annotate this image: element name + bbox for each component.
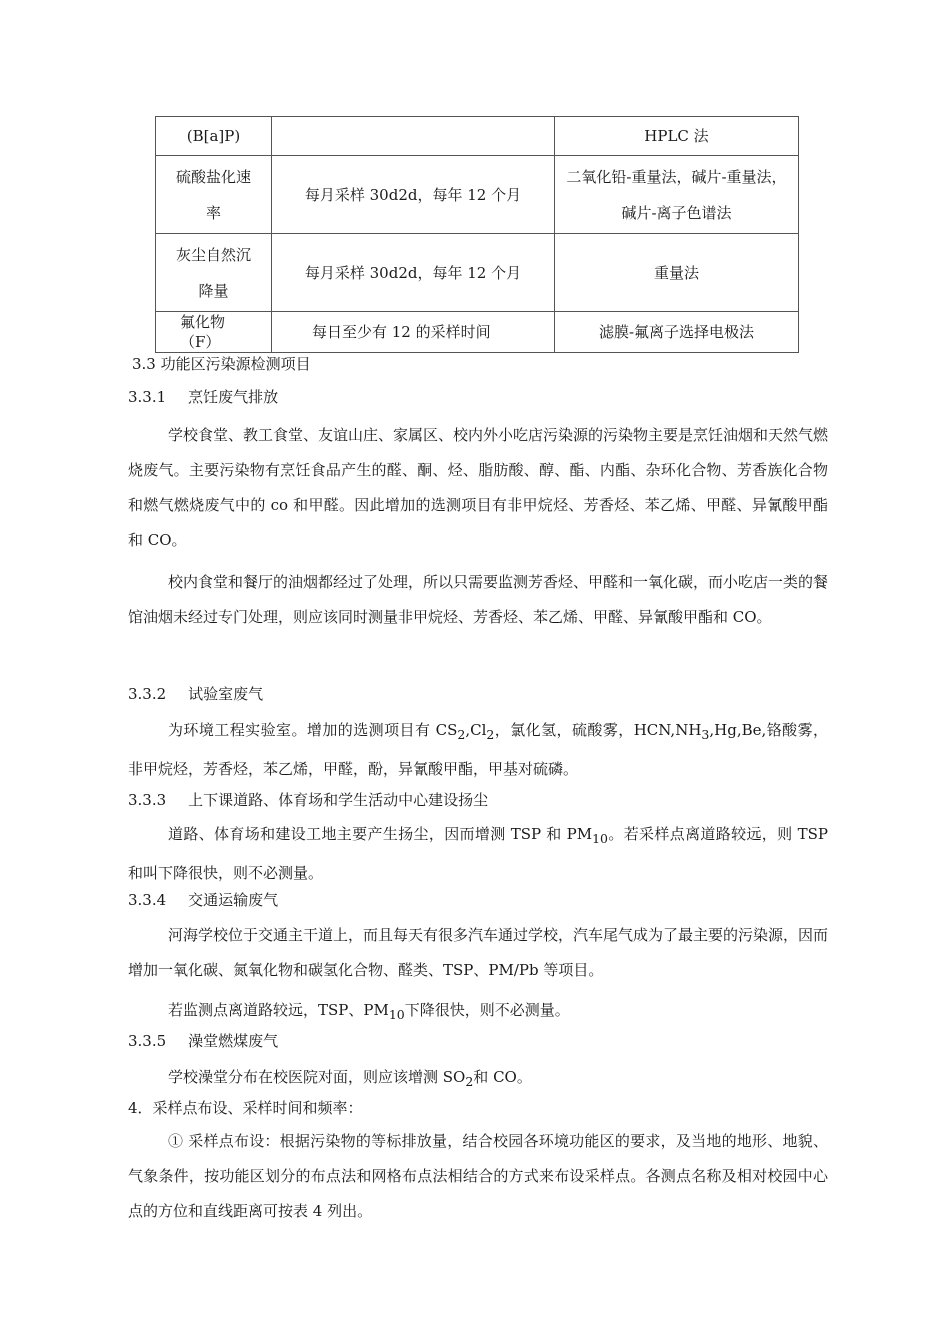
text-run: ,Hg,Be,铬酸雾，非甲烷烃，芳香烃，苯乙烯，甲醛，酚，异氰酸甲酯，甲基对硫磷。 [128, 721, 829, 778]
table-cell-item: 灰尘自然沉降量 [156, 234, 272, 312]
subsection-title: 烹饪废气排放 [188, 388, 279, 406]
subsection-heading [128, 789, 488, 810]
text-run: 若监测点离道路较远，TSP、PM [168, 1001, 389, 1019]
table-cell-item: 氟化物（F） [156, 312, 272, 353]
subsection-heading [128, 386, 278, 407]
subsection-title: 试验室废气 [188, 685, 264, 703]
table-cell-method: 重量法 [555, 234, 799, 312]
table-cell-method: HPLC 法 [555, 117, 799, 156]
subscript: 10 [388, 1007, 405, 1022]
table-cell-frequency: 每日至少有 12 的采样时间 [272, 312, 555, 353]
subsection-heading [128, 889, 278, 910]
subsection-heading [128, 1030, 278, 1051]
monitoring-table [155, 116, 799, 353]
text-run: 下降很快，则不必测量。 [404, 1001, 570, 1019]
table-row [156, 156, 799, 234]
subsection-number: 3.3.4 [128, 891, 167, 909]
table-cell-item: (B[a]P) [156, 117, 272, 156]
table-cell-item: 硫酸盐化速率 [156, 156, 272, 234]
paragraph [128, 1060, 828, 1099]
paragraph: 学校食堂、教工食堂、友谊山庄、家属区、校内外小吃店污染源的污染物主要是烹饪油烟和天然气燃烧废气。主要污染物有烹饪食品产生的醛、酮、烃、脂肪酸、醇、酯、内酯、杂环化合物、芳香族化合物和燃气燃烧废气中的 co 和甲醛。因此增加的选测项目有非甲烷烃、芳香烃、苯乙烯、甲醛、异氰酸甲酯和 CO。 [128, 426, 829, 549]
text-run: ，氯化氢，硫酸雾，HCN,NH [494, 721, 702, 739]
table-row [156, 234, 799, 312]
subsection-title: 澡堂燃煤废气 [188, 1032, 279, 1050]
section-heading: 4．采样点布设、采样时间和频率： [128, 1099, 363, 1117]
subsection-heading [128, 683, 263, 704]
subsection-number: 3.3.3 [128, 791, 167, 809]
table-row [156, 117, 799, 156]
paragraph [128, 993, 828, 1032]
table-cell-method: 二氧化铅-重量法，碱片-重量法，碱片-离子色谱法 [555, 156, 799, 234]
text-run: ,Cl [465, 721, 487, 739]
subsection-number: 3.3.2 [128, 685, 167, 703]
paragraph [128, 817, 828, 891]
table-cell-frequency [272, 117, 555, 156]
text-run: 道路、体育场和建设工地主要产生扬尘，因而增测 TSP 和 PM [168, 825, 593, 843]
subscript: 2 [486, 727, 495, 742]
subscript: 2 [465, 1074, 474, 1089]
subscript: 10 [592, 831, 609, 846]
subscript: 3 [701, 727, 710, 742]
paragraph: 河海学校位于交通主干道上，而且每天有很多汽车通过学校，汽车尾气成为了最主要的污染源，因而增加一氧化碳、氮氧化物和碳氢化合物、醛类、TSP、PM/Pb 等项目。 [128, 926, 829, 979]
paragraph: ① 采样点布设：根据污染物的等标排放量，结合校园各环境功能区的要求，及当地的地形、地貌、气象条件，按功能区划分的布点法和网格布点法相结合的方式来布设采样点。各测点名称及相对校园中心点的方位和直线距离可按表 4 列出。 [128, 1132, 828, 1220]
subsection-title: 上下课道路、体育场和学生活动中心建设扬尘 [188, 791, 489, 809]
subsection-title: 交通运输废气 [188, 891, 279, 909]
table-cell-method: 滤膜-氟离子选择电极法 [555, 312, 799, 353]
table-cell-frequency: 每月采样 30d2d，每年 12 个月 [272, 234, 555, 312]
table-row [156, 312, 799, 353]
subsection-number: 3.3.5 [128, 1032, 167, 1050]
paragraph [128, 713, 828, 787]
subscript: 2 [457, 727, 466, 742]
text-run: 和 CO。 [473, 1068, 532, 1086]
paragraph: 校内食堂和餐厅的油烟都经过了处理，所以只需要监测芳香烃、甲醛和一氧化碳，而小吃店一类的餐馆油烟未经过专门处理，则应该同时测量非甲烷烃、芳香烃、苯乙烯、甲醛、异氰酸甲酯和 CO。 [128, 573, 829, 626]
text-run: 学校澡堂分布在校医院对面，则应该增测 SO [168, 1068, 466, 1086]
text-run: 为环境工程实验室。增加的选测项目有 CS [168, 721, 458, 739]
text-run: 。若采样点离道路较远，则 TSP 和叫下降很快，则不必测量。 [128, 825, 828, 882]
table-cell-frequency: 每月采样 30d2d，每年 12 个月 [272, 156, 555, 234]
section-heading: 3.3 功能区污染源检测项目 [132, 355, 311, 373]
subsection-number: 3.3.1 [128, 388, 167, 406]
